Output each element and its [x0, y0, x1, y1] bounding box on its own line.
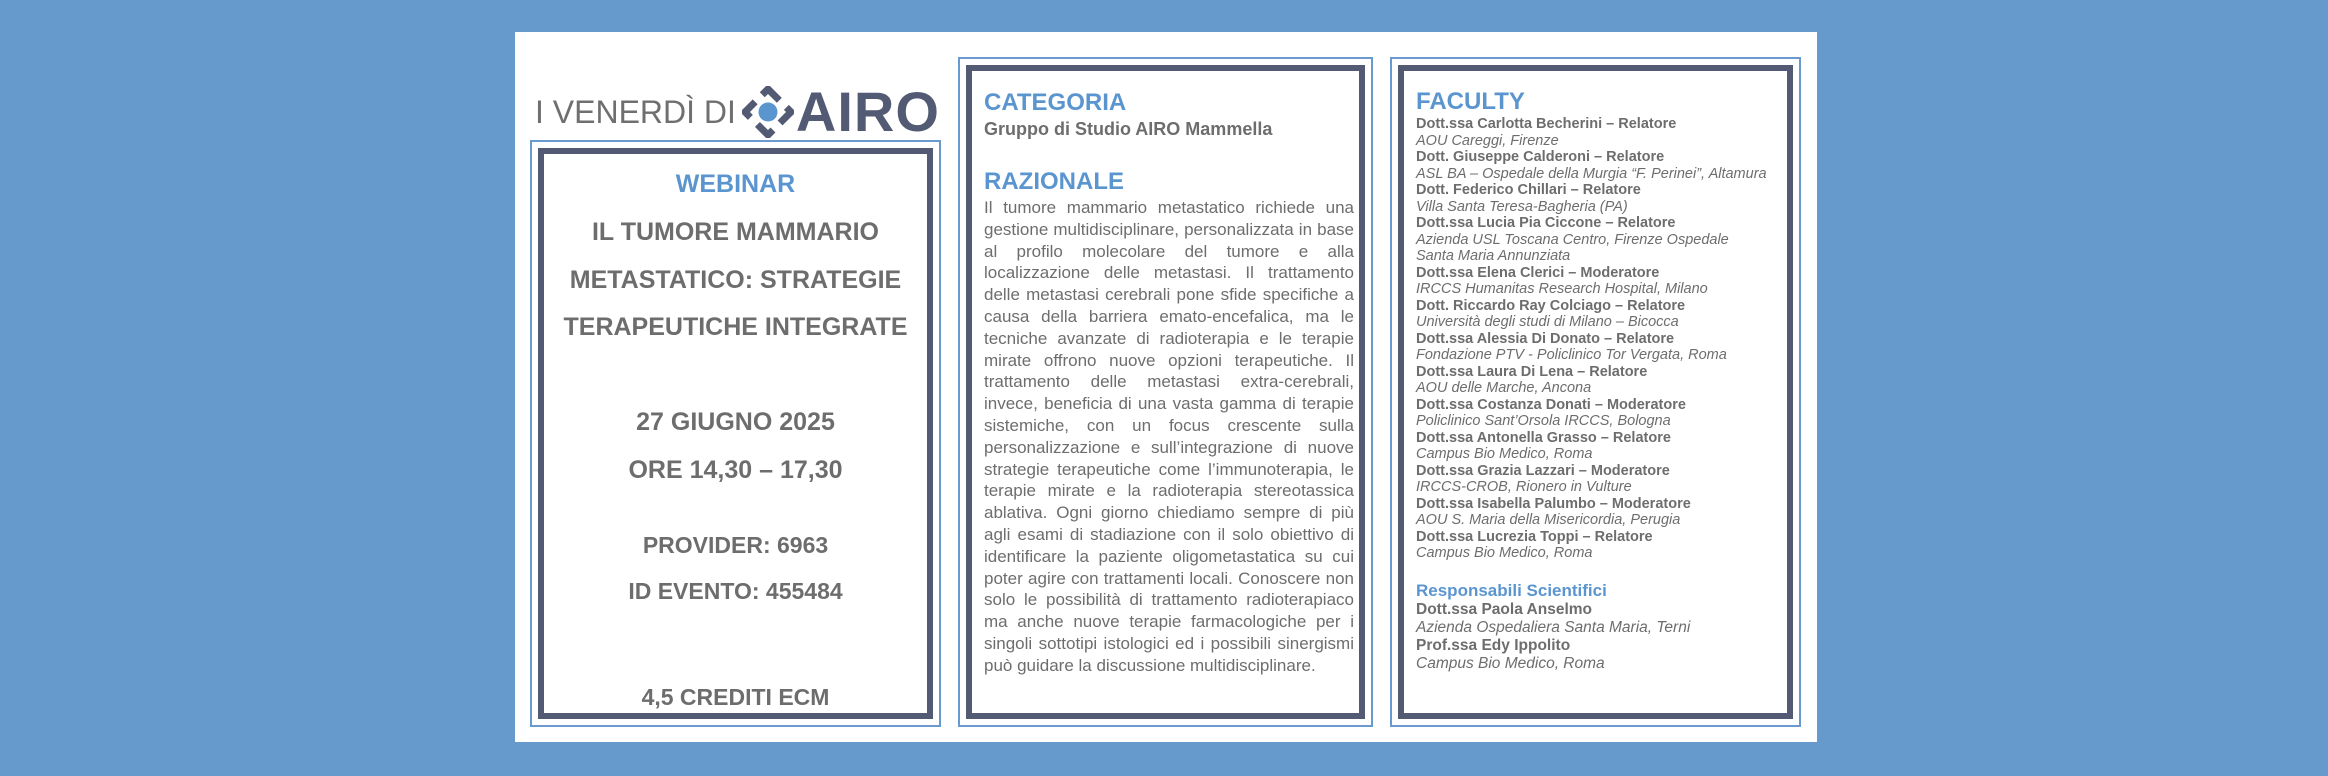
event-title-line-1: IL TUMORE MAMMARIO — [591, 218, 879, 246]
faculty-member-affiliation: Fondazione PTV - Policlinico Tor Vergata, Roma — [1416, 347, 1727, 363]
responsabile-affiliation: Azienda Ospedaliera Santa Maria, Terni — [1416, 618, 1691, 636]
razionale-heading: RAZIONALE — [984, 168, 1124, 195]
faculty-heading: FACULTY — [1416, 88, 1525, 115]
event-date: 27 GIUGNO 2025 — [636, 408, 835, 436]
flyer-sheet — [515, 32, 1817, 742]
responsabile-name: Dott.ssa Paola Anselmo — [1416, 600, 1593, 618]
faculty-member-name: Dott.ssa Costanza Donati – Moderatore — [1416, 396, 1686, 413]
event-hours: ORE 14,30 – 17,30 — [628, 456, 843, 484]
event-id: ID EVENTO: 455484 — [628, 578, 843, 604]
categoria-heading: CATEGORIA — [984, 89, 1127, 116]
logo-prefix: I VENERDÌ DI — [535, 93, 736, 130]
faculty-member-affiliation: ASL BA – Ospedale della Murgia “F. Perinei”, Altamura — [1416, 165, 1767, 182]
event-title-line-3: TERAPEUTICHE INTEGRATE — [563, 313, 908, 341]
airo-logo — [535, 80, 945, 143]
faculty-member-name: Dott.ssa Lucrezia Toppi – Relatore — [1416, 528, 1653, 545]
event-info-panel — [530, 140, 941, 727]
faculty-member-name: Dott.ssa Grazia Lazzari – Moderatore — [1416, 462, 1670, 479]
webinar-label: WEBINAR — [675, 170, 796, 198]
faculty-list — [1416, 116, 1796, 562]
faculty-member-name: Dott.ssa Lucia Pia Ciccone – Relatore — [1416, 215, 1676, 231]
faculty-member-affiliation: Policlinico Sant’Orsola IRCCS, Bologna — [1416, 413, 1671, 429]
razionale-text: Il tumore mammario metastatico richiede una gestione multidisciplinare, personalizzata in base al profilo molecolare del tumore e alla localizzazione delle metastasi. Il trattamento delle metastasi cerebrali pone sfide specifiche a causa della barriera emato-encefalica, ma le tecniche avanzate di radioterapia e le terapie mirate offrono nuove opzioni terapeutiche. Il trattamento delle metastasi extra-cerebrali, invece, beneficia di una vasta gamma di terapie sistemiche, con un focus crescente sulla personalizzazione e sull’integrazione di nuove strategie terapeutiche come l’immunoterapia, le terapie mirate e la radioterapia stereotassica ablativa. Ogni giorno chiediamo sempre di più agli esami di stadiazione con il solo obiettivo di identificare la paziente oligometastatica su cui poter agire con trattamenti locali. Conoscere non solo le possibilità di trattamento radioterapiaco ma anche nuove terapie farmacologiche per i singoli sottotipi istologici ed i possibili sinergismi può guidare la discussione multidisciplinare. — [984, 198, 1354, 675]
faculty-member-name: Dott.ssa Antonella Grasso – Relatore — [1416, 429, 1671, 446]
categoria-value: Gruppo di Studio AIRO Mammella — [984, 119, 1273, 139]
logo-word: AIRO — [795, 80, 940, 143]
faculty-member-name: Dott. Riccardo Ray Colciago – Relatore — [1416, 297, 1686, 314]
faculty-member-affiliation: AOU S. Maria della Misericordia, Perugia — [1416, 512, 1681, 528]
faculty-member-name: Dott.ssa Alessia Di Donato – Relatore — [1416, 330, 1675, 347]
faculty-member-affiliation: Università degli studi di Milano – Bicocca — [1416, 314, 1679, 330]
faculty-member-affiliation: Santa Maria Annunziata — [1416, 248, 1571, 264]
faculty-panel — [1390, 57, 1801, 727]
responsabile-name: Prof.ssa Edy Ippolito — [1416, 636, 1571, 654]
airo-logo-mark-icon — [742, 86, 794, 138]
rationale-panel — [958, 57, 1373, 727]
faculty-member-name: Dott.ssa Elena Clerici – Moderatore — [1416, 264, 1660, 281]
faculty-member-name: Dott.ssa Isabella Palumbo – Moderatore — [1416, 495, 1691, 512]
faculty-member-affiliation: AOU Careggi, Firenze — [1416, 132, 1559, 149]
ecm-credits: 4,5 CREDITI ECM — [641, 684, 830, 710]
faculty-member-name: Dott.ssa Carlotta Becherini – Relatore — [1416, 116, 1677, 132]
responsabili-heading: Responsabili Scientifici — [1416, 580, 1607, 600]
faculty-member-name: Dott. Giuseppe Calderoni – Relatore — [1416, 149, 1665, 165]
responsabile-affiliation: Campus Bio Medico, Roma — [1416, 654, 1605, 672]
faculty-member-affiliation: AOU delle Marche, Ancona — [1416, 380, 1592, 396]
faculty-member-affiliation: Campus Bio Medico, Roma — [1416, 545, 1593, 561]
faculty-member-affiliation: IRCCS-CROB, Rionero in Vulture — [1416, 479, 1632, 495]
faculty-member-name: Dott. Federico Chillari – Relatore — [1416, 182, 1641, 198]
event-title-line-2: METASTATICO: STRATEGIE — [569, 266, 902, 294]
faculty-member-affiliation: IRCCS Humanitas Research Hospital, Milano — [1416, 281, 1708, 297]
responsabili-list — [1416, 601, 1796, 673]
faculty-member-affiliation: Campus Bio Medico, Roma — [1416, 446, 1593, 462]
faculty-member-affiliation: Villa Santa Teresa-Bagheria (PA) — [1416, 198, 1628, 215]
provider-id: PROVIDER: 6963 — [642, 532, 829, 558]
faculty-member-name: Dott.ssa Laura Di Lena – Relatore — [1416, 363, 1648, 380]
faculty-member-affiliation: Azienda USL Toscana Centro, Firenze Ospedale — [1416, 231, 1729, 248]
